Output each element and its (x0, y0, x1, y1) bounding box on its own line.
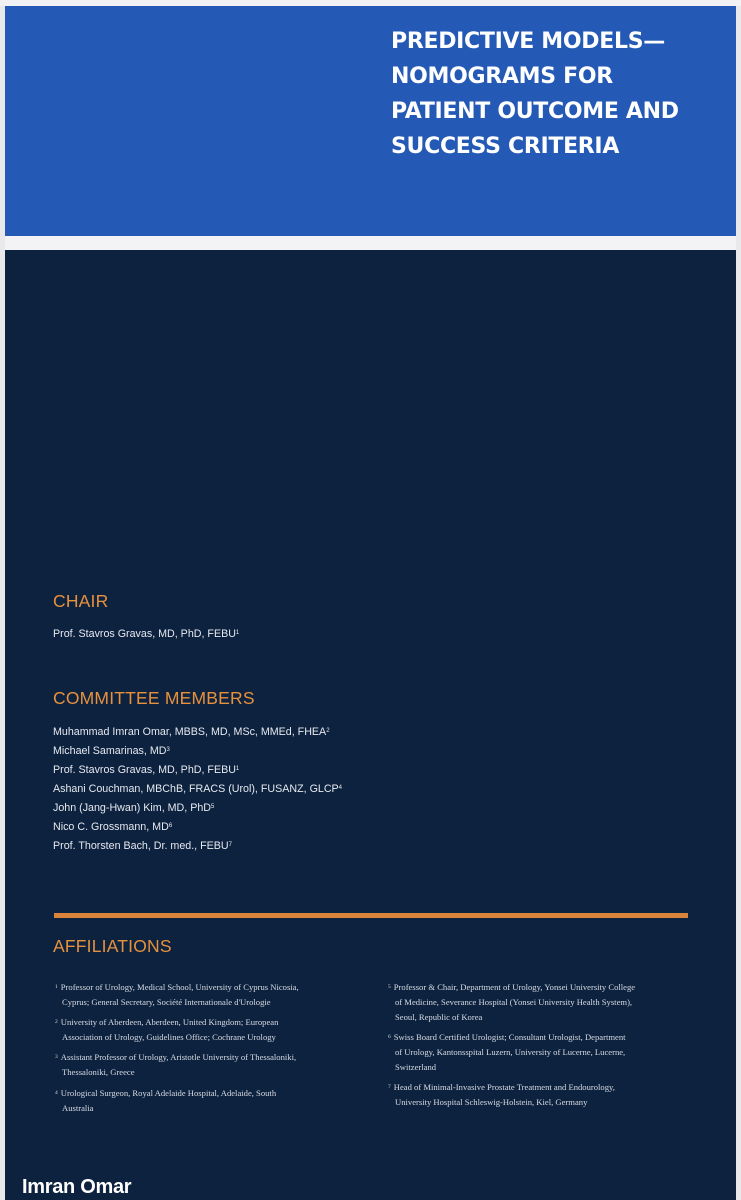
separator-gap (5, 236, 736, 250)
affiliation-text: Thessaloniki, Greece (62, 1067, 135, 1077)
affiliation-text: Swiss Board Certified Urologist; Consultant Urologist, Department (393, 1032, 626, 1042)
member-ref: 2 (326, 728, 330, 734)
document-title (391, 24, 721, 164)
affiliation-text: of Urology, Kantonsspital Luzern, University of Lucerne, Lucerne, (395, 1047, 626, 1057)
affiliation-number: 2 (55, 1019, 58, 1025)
affiliation-number: 5 (388, 984, 391, 990)
section-divider (54, 913, 688, 918)
affiliation-text: Cyprus; General Secretary, Société Internationale d'Urologie (62, 997, 271, 1007)
title-banner (5, 6, 736, 236)
affiliation-text: Association of Urology, Guidelines Office; Cochrane Urology (62, 1032, 276, 1042)
affiliation-text: Seoul, Republic of Korea (395, 1012, 483, 1022)
committee-member (53, 799, 214, 818)
affiliation-item (388, 1080, 718, 1110)
affiliation-text: Assistant Professor of Urology, Aristotle University of Thessaloniki, (60, 1052, 297, 1062)
member-name: Michael Samarinas, MD (53, 745, 167, 757)
affiliation-text: University of Aberdeen, Aberdeen, United Kingdom; European (60, 1017, 279, 1027)
affiliation-text: Switzerland (395, 1062, 437, 1072)
title-line: NOMOGRAMS FOR (391, 64, 613, 89)
affiliation-text: Head of Minimal-Invasive Prostate Treatment and Endourology, (393, 1082, 615, 1092)
member-ref: 6 (168, 823, 173, 829)
affiliation-item (388, 1030, 718, 1075)
member-name: Muhammad Imran Omar, MBBS, MD, MSc, MMEd, FHEA (53, 726, 327, 738)
affiliation-text: Professor & Chair, Department of Urology, Yonsei University College (393, 982, 636, 992)
title-line: PATIENT OUTCOME AND (391, 99, 679, 124)
affiliations-heading: AFFILIATIONS (53, 936, 172, 956)
affiliation-number: 7 (388, 1084, 391, 1090)
affiliation-item (55, 1050, 375, 1080)
chair-heading: CHAIR (53, 591, 109, 611)
committee-member (53, 761, 239, 780)
member-ref: 5 (211, 804, 215, 810)
member-ref: 3 (166, 747, 170, 753)
affiliation-number: 4 (55, 1090, 58, 1096)
affiliation-text: Australia (62, 1103, 94, 1113)
member-ref: 7 (228, 842, 232, 848)
committee-member (53, 818, 172, 837)
affiliation-text: Professor of Urology, Medical School, University of Cyprus Nicosia, (60, 982, 299, 992)
committee-member (53, 780, 342, 799)
affiliation-text: University Hospital Schleswig-Holstein, Kiel, Germany (395, 1097, 588, 1107)
member-name: Prof. Stavros Gravas, MD, PhD, FEBU (53, 628, 236, 640)
affiliation-item (388, 980, 718, 1025)
member-name: Ashani Couchman, MBChB, FRACS (Urol), FUSANZ, GLCP (53, 783, 339, 795)
committee-heading: COMMITTEE MEMBERS (53, 688, 255, 708)
committee-member (53, 742, 170, 761)
chair-member (53, 625, 239, 644)
affiliation-number: 3 (55, 1054, 58, 1060)
member-ref: 1 (235, 766, 240, 772)
title-line: SUCCESS CRITERIA (391, 134, 620, 159)
affiliation-number: 6 (388, 1034, 391, 1040)
affiliation-item (55, 980, 375, 1010)
author-credit: Imran Omar (22, 1176, 132, 1198)
affiliation-text: Urological Surgeon, Royal Adelaide Hospital, Adelaide, South (60, 1088, 277, 1098)
committee-member (53, 837, 232, 856)
affiliation-text: of Medicine, Severance Hospital (Yonsei University Health System), (395, 997, 633, 1007)
member-name: Nico C. Grossmann, MD (53, 821, 169, 833)
member-name: Prof. Thorsten Bach, Dr. med., FEBU (53, 840, 229, 852)
member-ref: 4 (338, 785, 343, 791)
affiliation-item (55, 1015, 375, 1045)
member-name: John (Jang-Hwan) Kim, MD, PhD (53, 802, 211, 814)
affiliation-item (55, 1086, 375, 1116)
title-line: PREDICTIVE MODELS— (391, 29, 665, 54)
committee-member (53, 723, 330, 742)
affiliation-number: 1 (55, 984, 58, 990)
member-name: Prof. Stavros Gravas, MD, PhD, FEBU (53, 764, 236, 776)
member-ref: 1 (235, 630, 240, 636)
